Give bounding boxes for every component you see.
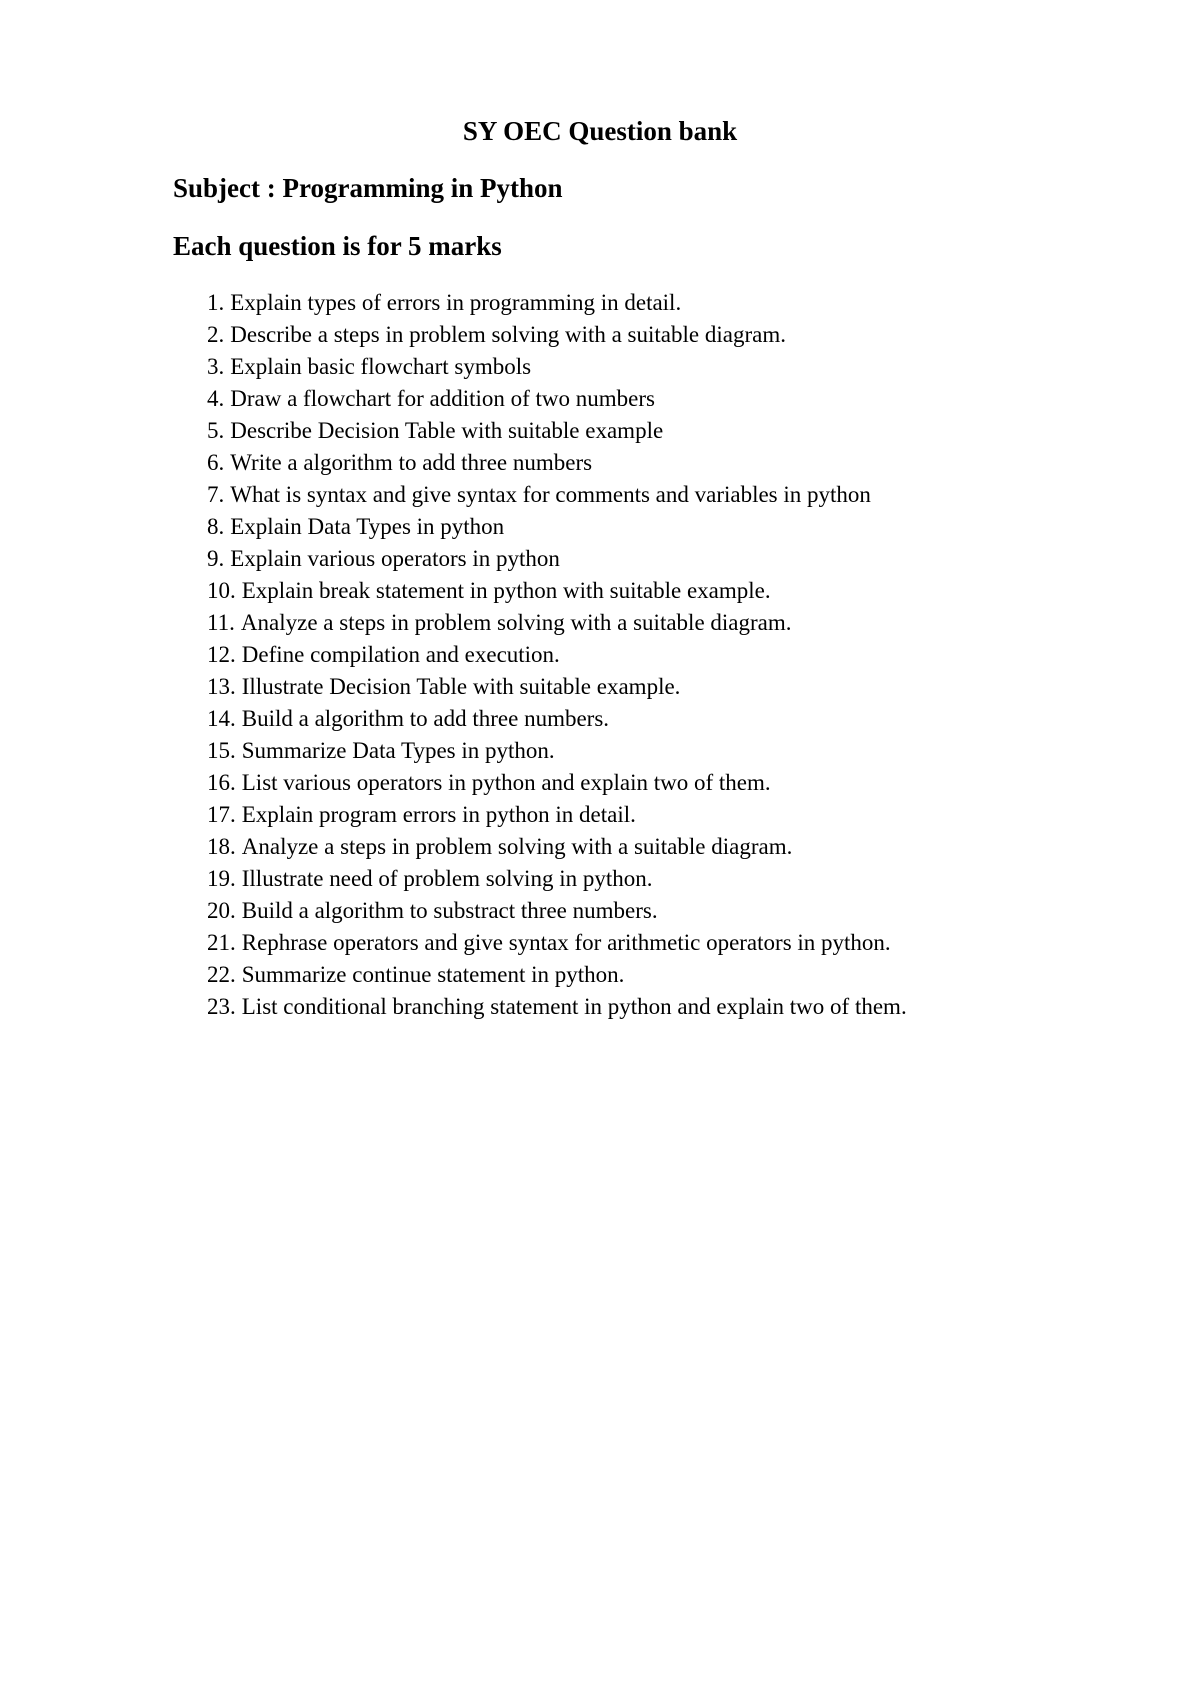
question-text: Explain basic flowchart symbols	[230, 354, 532, 379]
question-number: 6.	[207, 450, 225, 475]
question-item	[207, 895, 907, 927]
question-item	[207, 831, 907, 863]
marks-note: Each question is for 5 marks	[173, 231, 502, 261]
question-item	[207, 607, 907, 639]
question-text: Explain various operators in python	[230, 546, 560, 571]
question-item	[207, 543, 907, 575]
question-text: Explain types of errors in programming in detail.	[230, 290, 682, 315]
question-number: 21.	[207, 930, 236, 955]
question-item	[207, 927, 907, 959]
question-number: 18.	[207, 834, 236, 859]
question-number: 5.	[207, 418, 225, 443]
question-number: 1.	[207, 290, 225, 315]
question-text: Explain break statement in python with suitable example.	[241, 578, 771, 603]
question-text: Build a algorithm to substract three numbers.	[241, 898, 658, 923]
question-text: List conditional branching statement in python and explain two of them.	[241, 994, 907, 1019]
question-text: Rephrase operators and give syntax for arithmetic operators in python.	[241, 930, 891, 955]
question-text: Summarize continue statement in python.	[241, 962, 625, 987]
question-text: Analyze a steps in problem solving with a suitable diagram.	[241, 834, 793, 859]
question-text: Describe a steps in problem solving with a suitable diagram.	[230, 322, 786, 347]
question-number: 10.	[207, 578, 236, 603]
question-item	[207, 703, 907, 735]
question-text: Summarize Data Types in python.	[241, 738, 555, 763]
question-text: Build a algorithm to add three numbers.	[241, 706, 610, 731]
question-list	[207, 287, 907, 1023]
question-text: Draw a flowchart for addition of two numbers	[230, 386, 655, 411]
question-item	[207, 287, 907, 319]
question-number: 7.	[207, 482, 225, 507]
question-text: List various operators in python and explain two of them.	[241, 770, 771, 795]
question-item	[207, 799, 907, 831]
question-text: Illustrate need of problem solving in python.	[241, 866, 653, 891]
question-text: Describe Decision Table with suitable example	[230, 418, 664, 443]
question-item	[207, 767, 907, 799]
question-number: 14.	[207, 706, 236, 731]
question-item	[207, 639, 907, 671]
question-item	[207, 479, 907, 511]
question-text: Explain program errors in python in detail.	[241, 802, 636, 827]
question-number: 15.	[207, 738, 236, 763]
question-number: 11.	[207, 610, 235, 635]
question-number: 17.	[207, 802, 236, 827]
question-item	[207, 383, 907, 415]
question-text: Define compilation and execution.	[241, 642, 560, 667]
question-item	[207, 959, 907, 991]
question-item	[207, 991, 907, 1023]
question-text: Illustrate Decision Table with suitable example.	[241, 674, 681, 699]
question-number: 12.	[207, 642, 236, 667]
question-number: 20.	[207, 898, 236, 923]
question-number: 16.	[207, 770, 236, 795]
question-number: 13.	[207, 674, 236, 699]
document-title: SY OEC Question bank	[462, 116, 738, 146]
question-number: 22.	[207, 962, 236, 987]
question-item	[207, 575, 907, 607]
question-item	[207, 863, 907, 895]
question-text: Analyze a steps in problem solving with a suitable diagram.	[240, 610, 792, 635]
question-item	[207, 735, 907, 767]
question-text: Write a algorithm to add three numbers	[230, 450, 593, 475]
question-item	[207, 511, 907, 543]
question-text: What is syntax and give syntax for comments and variables in python	[230, 482, 871, 507]
question-number: 23.	[207, 994, 236, 1019]
question-text: Explain Data Types in python	[230, 514, 505, 539]
question-number: 2.	[207, 322, 225, 347]
question-number: 4.	[207, 386, 225, 411]
question-item	[207, 671, 907, 703]
subject-heading: Subject : Programming in Python	[173, 173, 563, 203]
question-item	[207, 351, 907, 383]
question-item	[207, 319, 907, 351]
question-number: 3.	[207, 354, 225, 379]
question-number: 9.	[207, 546, 225, 571]
question-number: 19.	[207, 866, 236, 891]
question-item	[207, 415, 907, 447]
question-item	[207, 447, 907, 479]
question-number: 8.	[207, 514, 225, 539]
